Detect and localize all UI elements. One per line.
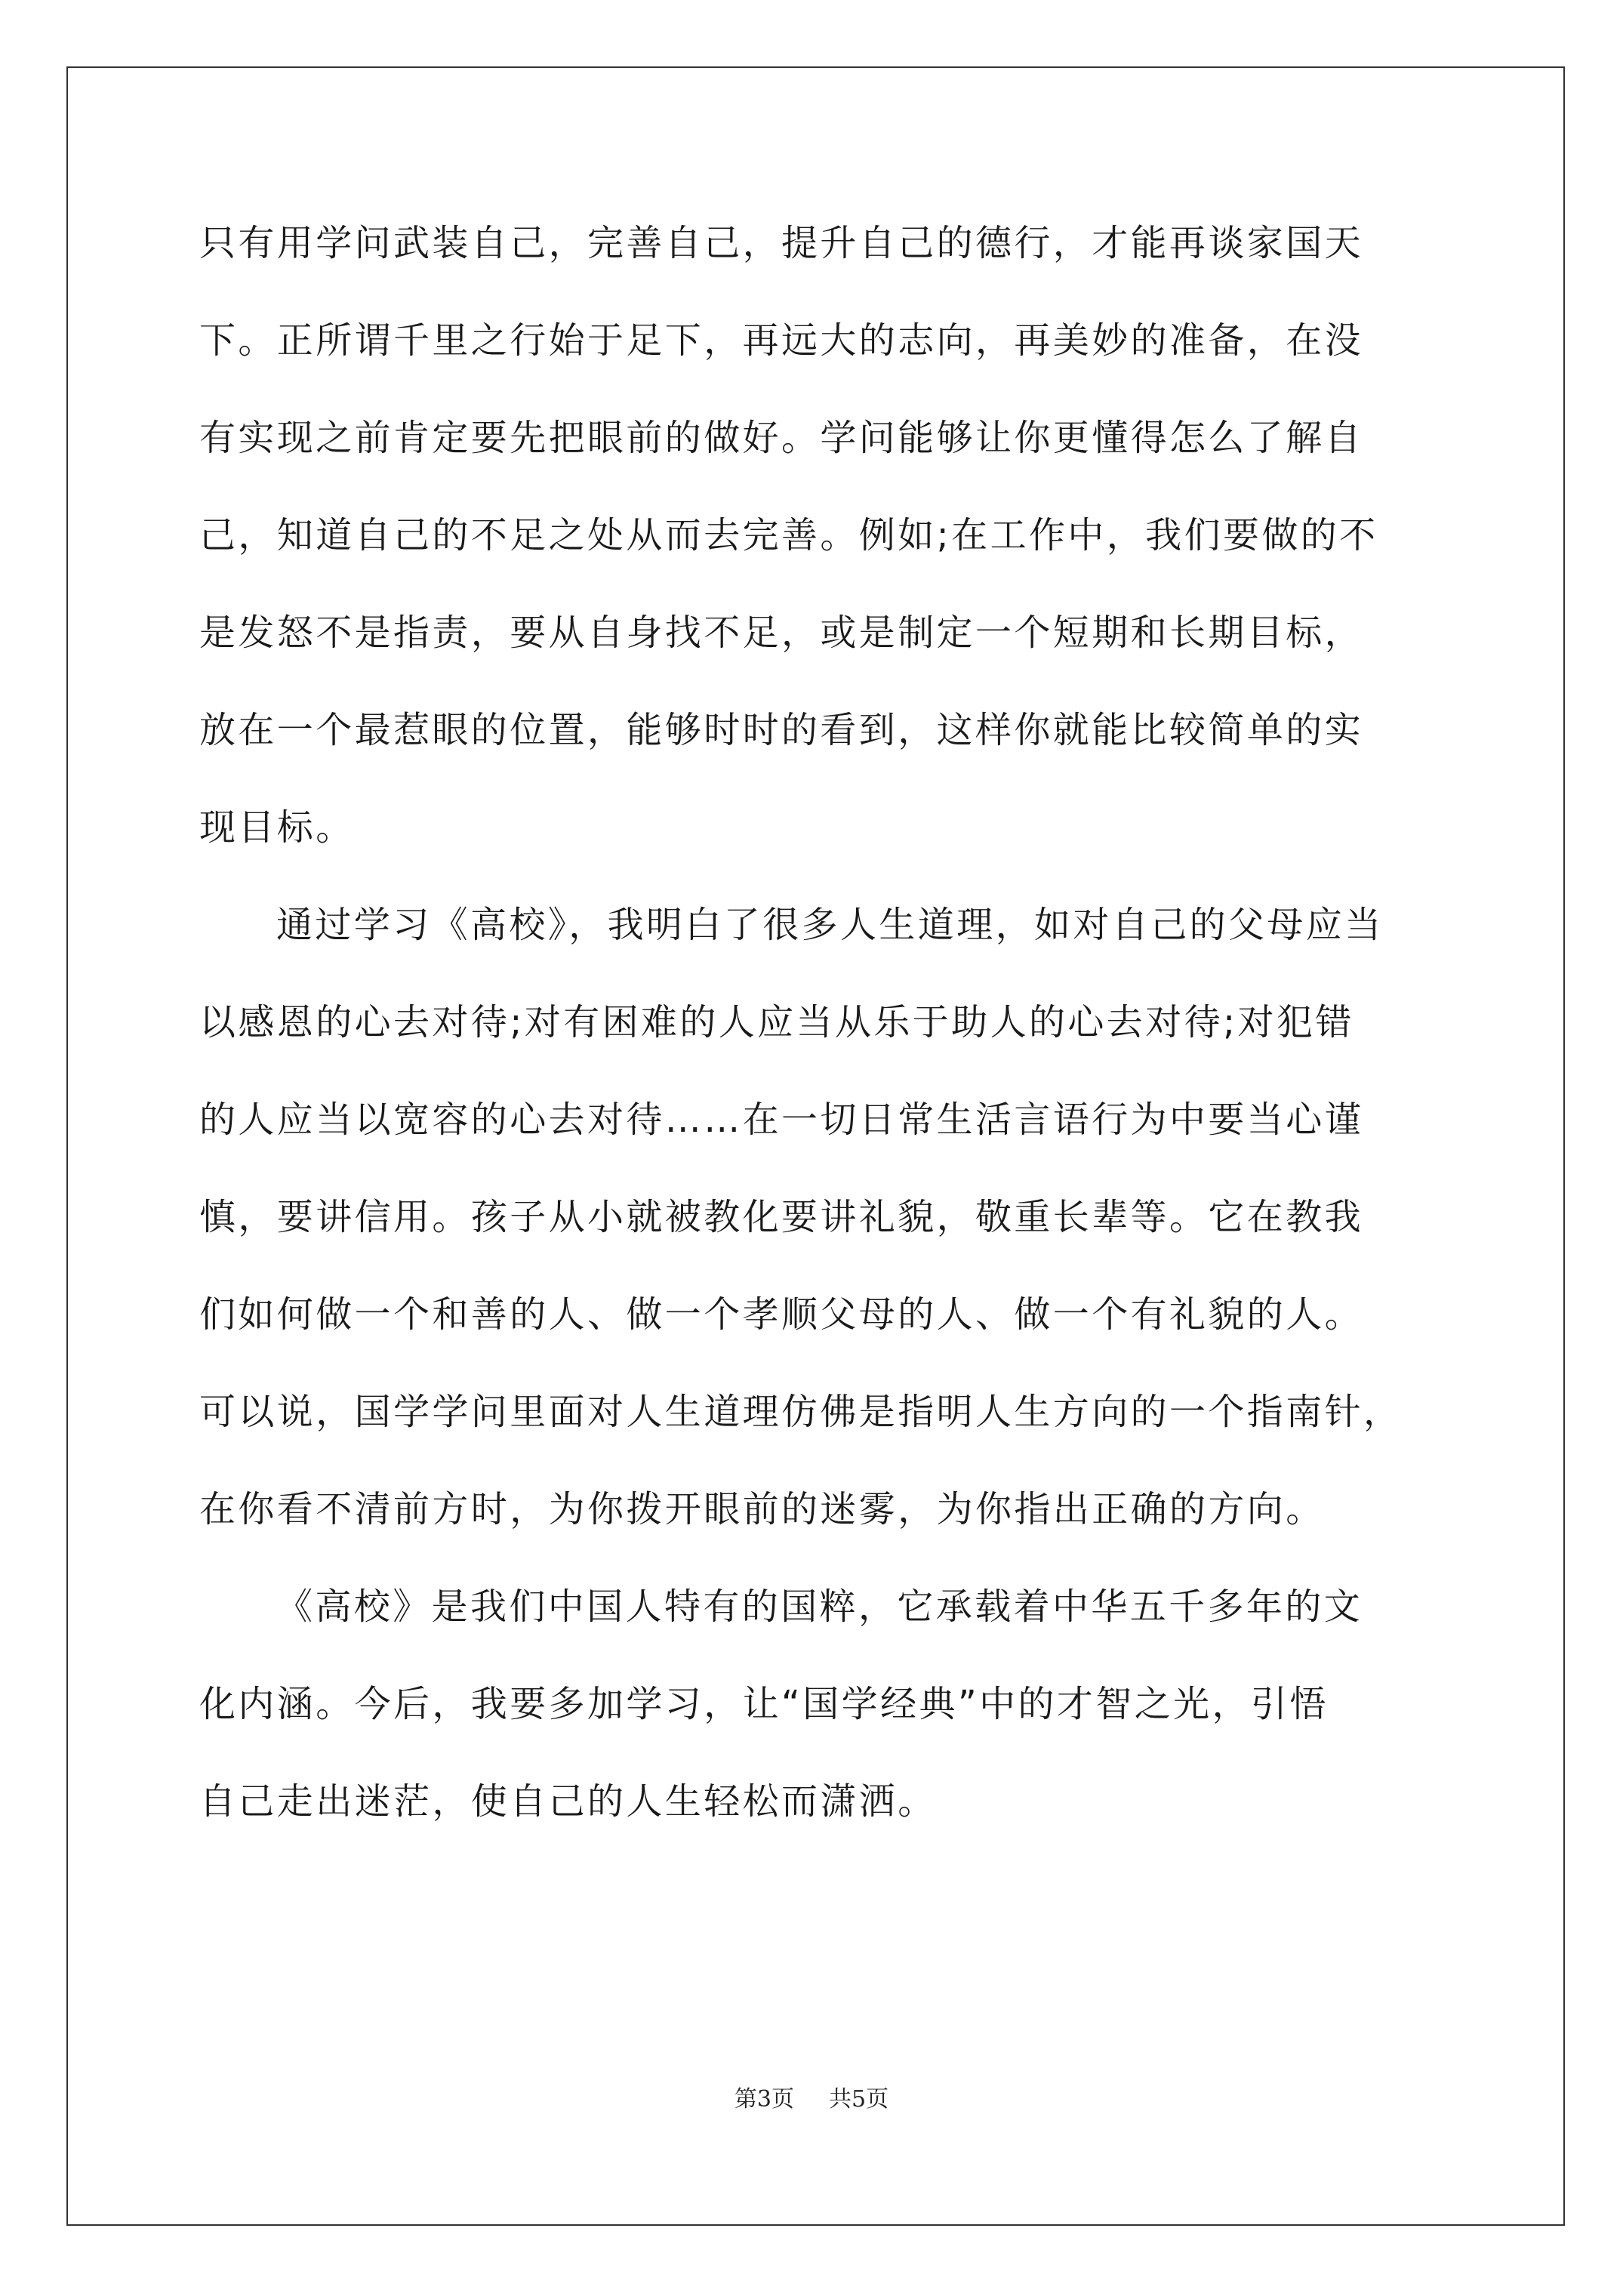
text-line: 的人应当以宽容的心去对待……在一切日常生活言语行为中要当心谨 (199, 1099, 1364, 1141)
text-line: 下。正所谓千里之行始于足下，再远大的志向，再美妙的准备，在没 (199, 319, 1364, 362)
text-line: 慎，要讲信用。孩子从小就被教化要讲礼貌，敬重长辈等。它在教我 (199, 1196, 1364, 1238)
text-line: 以感恩的心去对待;对有困难的人应当从乐于助人的心去对待;对犯错 (199, 1001, 1354, 1043)
text-line: 在你看不清前方时，为你拨开眼前的迷雾，为你指出正确的方向。 (199, 1488, 1325, 1530)
text-line: 现目标。 (199, 806, 355, 849)
page-number: 第3页 (734, 2086, 794, 2113)
paragraph-first-line: 《高校》是我们中国人特有的国粹，它承载着中华五千多年的文 (276, 1586, 1363, 1628)
text-line: 是发怒不是指责，要从自身找不足，或是制定一个短期和长期目标， (199, 612, 1364, 654)
text-line: 只有用学问武装自己，完善自己，提升自己的德行，才能再谈家国天 (199, 222, 1364, 264)
text-line: 己，知道自己的不足之处从而去完善。例如;在工作中，我们要做的不 (199, 514, 1378, 556)
paragraph-first-line: 通过学习《高校》，我明白了很多人生道理，如对自己的父母应当 (276, 904, 1384, 946)
page-total: 共5页 (829, 2086, 889, 2113)
text-line: 们如何做一个和善的人、做一个孝顺父母的人、做一个有礼貌的人。 (199, 1293, 1364, 1336)
text-line: 化内涵。今后，我要多加学习，让“国学经典”中的才智之光，引悟 (199, 1683, 1329, 1725)
document-body (199, 195, 1483, 1851)
text-line: 有实现之前肯定要先把眼前的做好。学问能够让你更懂得怎么了解自 (199, 417, 1364, 459)
text-line: 可以说，国学学问里面对人生道理仿佛是指明人生方向的一个指南针， (199, 1391, 1403, 1433)
text-line: 自己走出迷茫，使自己的人生轻松而潇洒。 (199, 1780, 937, 1823)
page-footer (0, 2080, 1623, 2113)
text-line: 放在一个最惹眼的位置，能够时时的看到，这样你就能比较简单的实 (199, 709, 1364, 751)
